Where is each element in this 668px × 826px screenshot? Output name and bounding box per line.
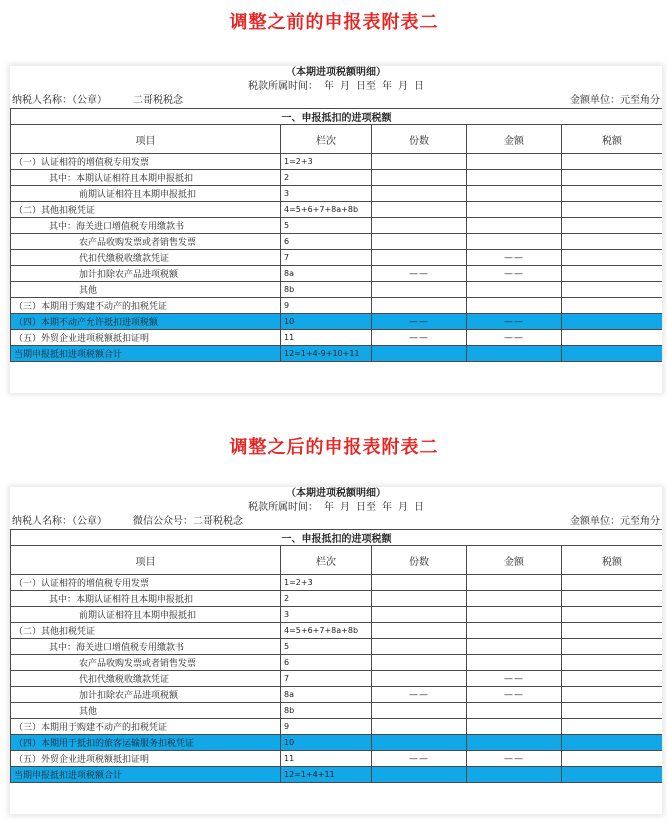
period-year-start: 年 [324,81,334,92]
col-header-tax: 税额 [562,125,663,154]
table-row [11,186,663,202]
table-row [11,751,663,767]
row-count [372,735,467,751]
taxpayer-line [10,94,662,108]
row-item: （三）本期用于购建不动产的扣税凭证 [11,719,281,735]
row-item: （二）其他扣税凭证 [11,623,281,639]
input-tax-table [10,108,662,362]
tax-period [10,501,662,515]
row-tax [562,719,663,735]
row-count [372,186,467,202]
row-tax [562,250,663,266]
row-amount [467,767,562,783]
row-code: 7 [281,250,372,266]
table-row-total [11,346,663,362]
period-month-start: 月 [340,81,350,92]
row-tax [562,202,663,218]
row-item: 加计扣除农产品进项税额 [11,266,281,282]
row-amount: —— [467,687,562,703]
col-header-count: 份数 [372,546,467,575]
period-year-start: 年 [324,502,334,513]
row-amount [467,655,562,671]
row-amount [467,282,562,298]
row-count [372,250,467,266]
row-tax [562,234,663,250]
row-tax [562,623,663,639]
row-tax [562,154,663,170]
row-tax [562,671,663,687]
row-item: 前期认证相符且本期申报抵扣 [11,607,281,623]
row-tax [562,346,663,362]
row-item: 代扣代缴税收缴款凭证 [11,250,281,266]
taxpayer-line [10,515,662,529]
row-tax [562,751,663,767]
row-count [372,346,467,362]
col-header-count: 份数 [372,125,467,154]
row-item: （四）本期不动产允许抵扣进项税额 [11,314,281,330]
row-count [372,218,467,234]
table-row [11,154,663,170]
row-amount [467,719,562,735]
row-amount: —— [467,266,562,282]
period-month-start: 月 [340,502,350,513]
row-code: 1=2+3 [281,575,372,591]
row-code: 5 [281,639,372,655]
row-amount: —— [467,751,562,767]
period-month-end: 月 [398,502,408,513]
row-tax [562,767,663,783]
table-row [11,170,663,186]
row-item: （五）外贸企业进项税额抵扣证明 [11,751,281,767]
row-amount [467,575,562,591]
input-tax-table [10,529,662,783]
row-amount [467,170,562,186]
period-year-end: 年 [382,81,392,92]
row-count [372,298,467,314]
period-day-end: 日 [414,502,424,513]
amount-unit: 金额单位：元至角分 [570,95,660,106]
row-count [372,202,467,218]
table-row [11,671,663,687]
row-code: 2 [281,170,372,186]
table-row [11,202,663,218]
row-tax [562,639,663,655]
row-amount [467,607,562,623]
row-count [372,767,467,783]
row-tax [562,575,663,591]
row-tax [562,607,663,623]
period-label: 税款所属时间： [248,502,318,513]
section-title: 一、申报抵扣的进项税额 [11,530,663,546]
table-row [11,234,663,250]
table-row [11,591,663,607]
table-row [11,266,663,282]
row-item: 其他 [11,282,281,298]
period-day-to: 日至 [356,81,376,92]
form-before [10,66,662,393]
row-amount [467,703,562,719]
amount-unit: 金额单位：元至角分 [570,516,660,527]
table-row [11,639,663,655]
row-count [372,607,467,623]
row-item: （三）本期用于购建不动产的扣税凭证 [11,298,281,314]
table-row-total [11,767,663,783]
col-header-code: 栏次 [281,546,372,575]
taxpayer-label: 纳税人名称：（公章） [12,95,107,106]
row-item: 其中：本期认证相符且本期申报抵扣 [11,591,281,607]
table-row [11,250,663,266]
row-item: 加计扣除农产品进项税额 [11,687,281,703]
row-tax [562,298,663,314]
table-row-highlighted [11,735,663,751]
row-tax [562,314,663,330]
form-title: （本期进项税额明细） [286,67,386,78]
tax-period [10,80,662,94]
row-count [372,639,467,655]
row-item: 当期申报抵扣进项税额合计 [11,346,281,362]
table-row [11,218,663,234]
heading-after: 调整之后的申报表附表二 [229,437,439,458]
section-title: 一、申报抵扣的进项税额 [11,109,663,125]
form-title: （本期进项税额明细） [286,488,386,499]
row-count: —— [372,314,467,330]
col-header-amount: 金额 [467,546,562,575]
taxpayer-name: 二哥税税念 [133,95,183,106]
table-row [11,298,663,314]
row-item: 代扣代缴税收缴款凭证 [11,671,281,687]
period-label: 税款所属时间： [248,81,318,92]
row-item: 其中：海关进口增值税专用缴款书 [11,639,281,655]
row-amount: —— [467,330,562,346]
table-row [11,703,663,719]
col-header-item: 项目 [11,546,281,575]
row-tax [562,266,663,282]
row-count [372,591,467,607]
row-code: 6 [281,655,372,671]
row-item: 其中：本期认证相符且本期申报抵扣 [11,170,281,186]
row-amount [467,234,562,250]
row-count [372,154,467,170]
row-tax [562,687,663,703]
row-tax [562,703,663,719]
row-code: 12=1+4+11 [281,767,372,783]
form-after [10,487,662,814]
col-header-tax: 税额 [562,546,663,575]
row-count [372,671,467,687]
row-code: 7 [281,671,372,687]
row-amount [467,735,562,751]
row-amount [467,218,562,234]
row-code: 10 [281,735,372,751]
row-amount [467,623,562,639]
row-tax [562,655,663,671]
row-code: 6 [281,234,372,250]
row-tax [562,735,663,751]
row-tax [562,330,663,346]
row-code: 8a [281,687,372,703]
period-year-end: 年 [382,502,392,513]
row-amount: —— [467,314,562,330]
row-amount: —— [467,671,562,687]
row-item: 农产品收购发票或者销售发票 [11,234,281,250]
col-header-amount: 金额 [467,125,562,154]
row-code: 8b [281,282,372,298]
row-count [372,655,467,671]
taxpayer-name: 微信公众号：二哥税税念 [133,516,243,527]
row-amount [467,591,562,607]
row-amount [467,154,562,170]
table-row [11,575,663,591]
row-item: 其中：海关进口增值税专用缴款书 [11,218,281,234]
period-day-to: 日至 [356,502,376,513]
row-code: 9 [281,298,372,314]
row-count [372,282,467,298]
row-code: 2 [281,591,372,607]
row-code: 11 [281,330,372,346]
row-code: 4=5+6+7+8a+8b [281,202,372,218]
period-day-end: 日 [414,81,424,92]
row-item: 前期认证相符且本期申报抵扣 [11,186,281,202]
row-amount [467,202,562,218]
table-row [11,282,663,298]
row-count: —— [372,330,467,346]
row-code: 3 [281,607,372,623]
row-count [372,703,467,719]
row-item: （一）认证相符的增值税专用发票 [11,154,281,170]
row-tax [562,282,663,298]
row-code: 10 [281,314,372,330]
row-amount [467,639,562,655]
row-tax [562,186,663,202]
row-item: 当期申报抵扣进项税额合计 [11,767,281,783]
row-tax [562,218,663,234]
row-code: 12=1+4-9+10+11 [281,346,372,362]
row-count: —— [372,266,467,282]
table-row [11,607,663,623]
row-amount: —— [467,250,562,266]
row-code: 8b [281,703,372,719]
table-row [11,719,663,735]
row-code: 3 [281,186,372,202]
row-code: 4=5+6+7+8a+8b [281,623,372,639]
row-count [372,623,467,639]
row-count: —— [372,687,467,703]
row-count [372,170,467,186]
col-header-code: 栏次 [281,125,372,154]
table-row [11,655,663,671]
row-code: 8a [281,266,372,282]
row-item: （四）本期用于抵扣的旅客运输服务扣税凭证 [11,735,281,751]
row-amount [467,346,562,362]
row-code: 11 [281,751,372,767]
table-row-highlighted [11,314,663,330]
row-code: 1=2+3 [281,154,372,170]
taxpayer-label: 纳税人名称：（公章） [12,516,107,527]
table-row [11,687,663,703]
heading-before: 调整之前的申报表附表二 [229,12,439,33]
row-count [372,234,467,250]
table-row [11,330,663,346]
row-tax [562,591,663,607]
col-header-item: 项目 [11,125,281,154]
row-item: 其他 [11,703,281,719]
table-row [11,623,663,639]
row-code: 5 [281,218,372,234]
period-month-end: 月 [398,81,408,92]
row-item: （二）其他扣税凭证 [11,202,281,218]
row-item: 农产品收购发票或者销售发票 [11,655,281,671]
row-item: （五）外贸企业进项税额抵扣证明 [11,330,281,346]
row-count [372,575,467,591]
row-count [372,719,467,735]
row-amount [467,186,562,202]
row-code: 9 [281,719,372,735]
row-tax [562,170,663,186]
row-count: —— [372,751,467,767]
row-item: （一）认证相符的增值税专用发票 [11,575,281,591]
row-amount [467,298,562,314]
